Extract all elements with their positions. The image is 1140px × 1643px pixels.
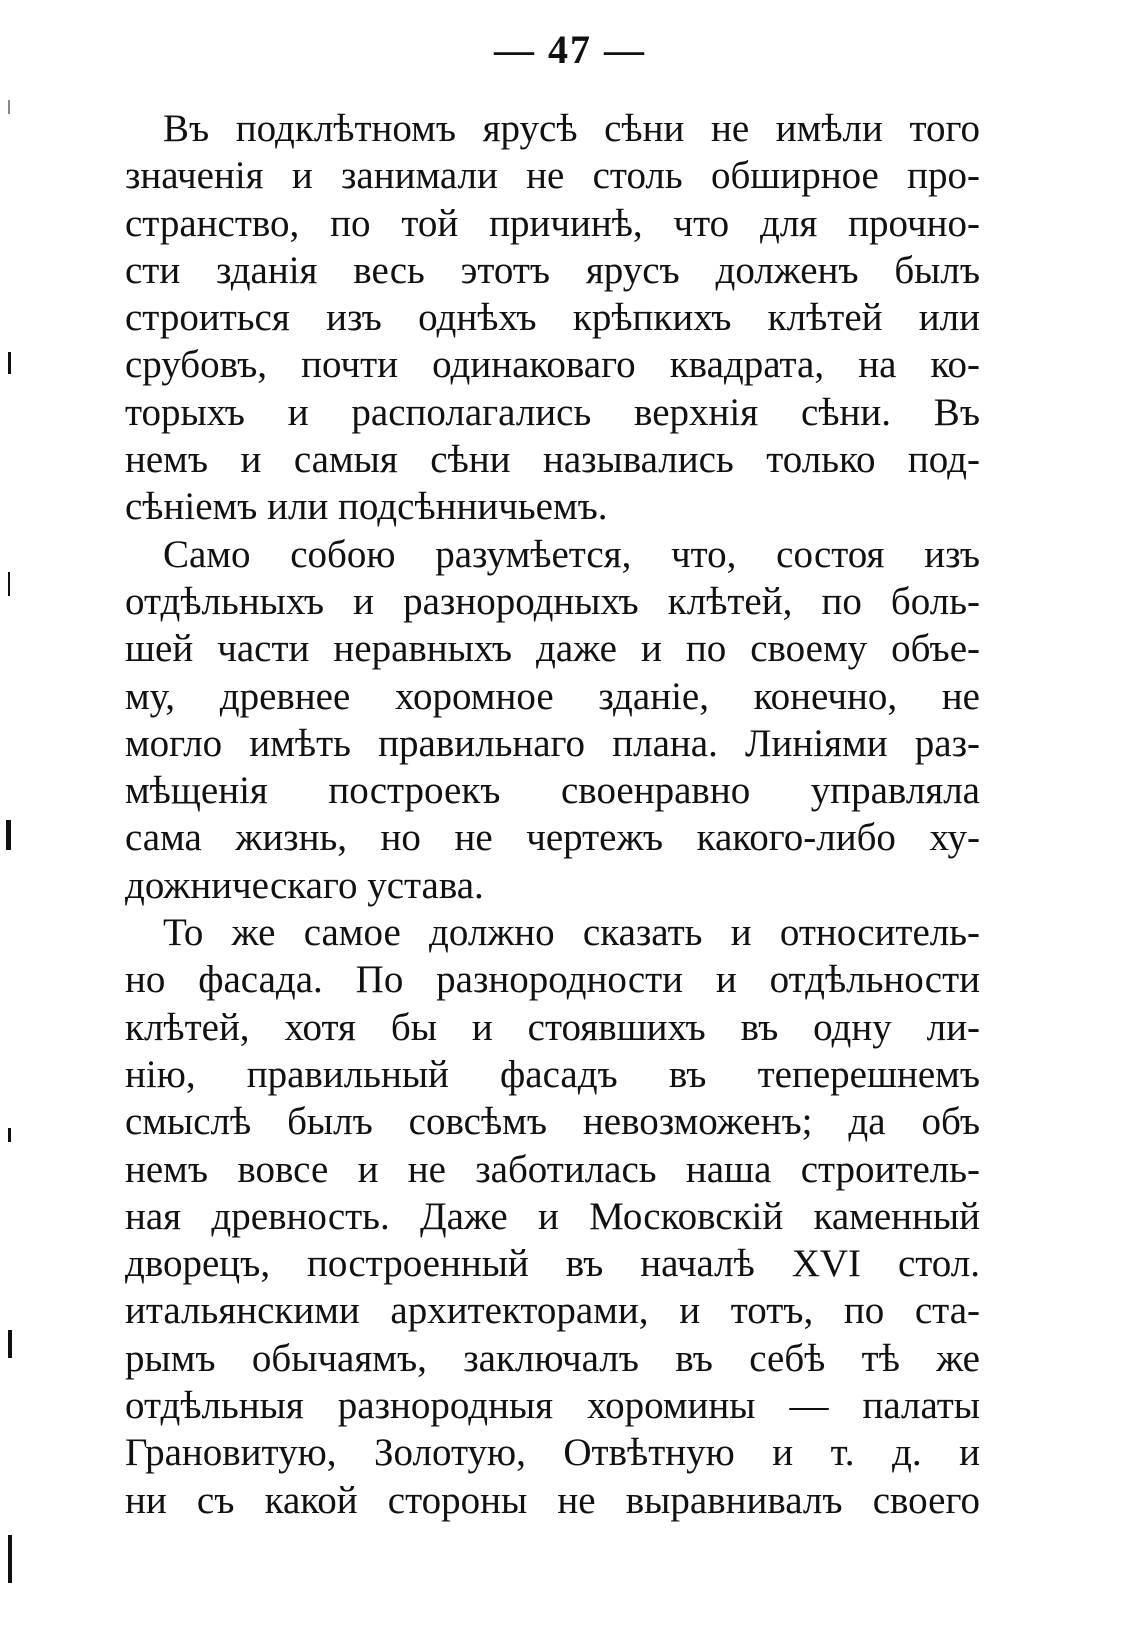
text-line: но фасада. По разнородности и отдѣльности	[125, 958, 980, 1002]
text-line: нію, правильный фасадъ въ теперешнемъ	[125, 1052, 980, 1096]
text-line: отдѣльныя разнородныя хоромины — палаты	[125, 1384, 980, 1428]
text-line: могло имѣть правильнаго плана. Линіями раз-	[125, 721, 980, 765]
text-line: Грановитую, Золотую, Отвѣтную и т. д. и	[125, 1431, 980, 1475]
text-line: сама жизнь, но не чертежъ какого-либо ху-	[125, 816, 980, 860]
scan-mark	[8, 1330, 12, 1358]
text-line: мѣщенія построекъ своенравно управляла	[125, 769, 980, 813]
text-line: Само собою разумѣется, что, состоя изъ	[163, 532, 980, 576]
text-line: шей части неравныхъ даже и по своему объе-	[125, 627, 980, 671]
text-line: странство, по той причинѣ, что для прочно-	[125, 201, 980, 245]
text-line: То же самое должно сказать и относитель-	[163, 911, 980, 955]
text-line: сѣніемъ или подсѣнничьемъ.	[125, 485, 608, 529]
text-line: торыхъ и располагались верхнія сѣни. Въ	[125, 390, 980, 434]
scan-mark	[8, 1128, 11, 1142]
scan-mark	[6, 820, 11, 850]
text-line: строиться изъ однѣхъ крѣпкихъ клѣтей или	[125, 296, 980, 340]
text-line: ная древность. Даже и Московскій каменный	[125, 1194, 980, 1238]
text-line: срубовъ, почти одинаковаго квадрата, на ко-	[125, 343, 980, 387]
scan-mark	[8, 1535, 12, 1583]
text-line: клѣтей, хотя бы и стоявшихъ въ одну ли-	[125, 1005, 980, 1049]
text-line: му, древнее хоромное зданіе, конечно, не	[125, 674, 980, 718]
text-line: ни съ какой стороны не выравнивалъ своего	[125, 1478, 980, 1522]
page-number: — 47 —	[494, 27, 646, 72]
text-line: дожническаго устава.	[125, 863, 484, 907]
scan-mark	[8, 352, 11, 374]
text-line: сти зданія весь этотъ ярусъ долженъ былъ	[125, 248, 980, 292]
scan-mark	[8, 572, 10, 596]
text-line: немъ и самыя сѣни назывались только под-	[125, 438, 980, 482]
text-line: итальянскими архитекторами, и тотъ, по ста-	[125, 1289, 980, 1333]
text-line: значенія и занимали не столь обширное про-	[125, 154, 980, 198]
text-line: рымъ обычаямъ, заключалъ въ себѣ тѣ же	[125, 1336, 980, 1380]
text-line: немъ вовсе и не заботилась наша строитель-	[125, 1147, 980, 1191]
text-line: дворецъ, построенный въ началѣ XVI стол.	[125, 1242, 980, 1286]
body-text	[125, 105, 980, 1524]
scan-mark	[8, 100, 10, 114]
text-line: смыслѣ былъ совсѣмъ невозможенъ; да объ	[125, 1100, 980, 1144]
text-line: отдѣльныхъ и разнородныхъ клѣтей, по боль-	[125, 579, 980, 623]
text-line: Въ подклѣтномъ ярусѣ сѣни не имѣли того	[163, 107, 980, 150]
